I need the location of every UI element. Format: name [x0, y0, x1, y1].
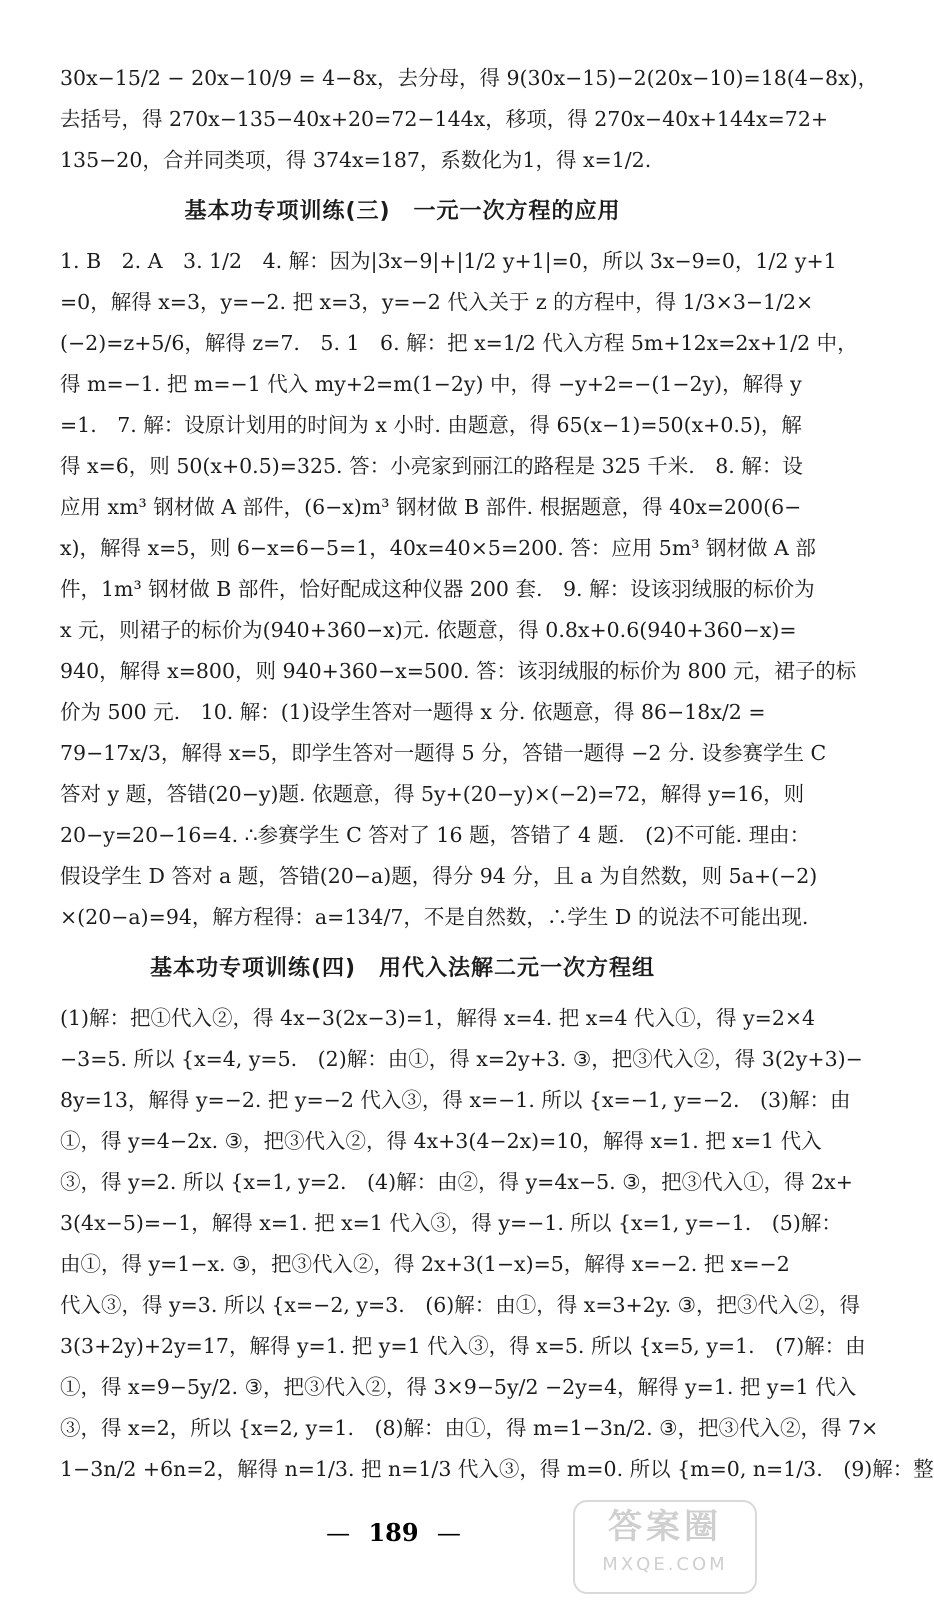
text-line: −3=5. 所以 {x=4, y=5. (2)解：由①，得 x=2y+3. ③，把③代入②，得 3(2y+3)− — [60, 1047, 863, 1071]
text-line: 79−17x/3，解得 x=5，即学生答对一题得 5 分，答错一题得 −2 分. 设参赛学生 C — [60, 741, 827, 765]
text-line: 1−3n/2 +6n=2，解得 n=1/3. 把 n=1/3 代入③，得 m=0. 所以 {m=0, n=1/3. (9)解：整 — [60, 1457, 934, 1481]
text-line: ①，得 x=9−5y/2. ③，把③代入②，得 3×9−5y/2 −2y=4，解得 y=1. 把 y=1 代入 — [60, 1375, 857, 1399]
text-line: =1. 7. 解：设原计划用的时间为 x 小时. 由题意，得 65(x−1)=50(x+0.5)，解 — [60, 413, 802, 437]
text-line: 3(3+2y)+2y=17，解得 y=1. 把 y=1 代入③，得 x=5. 所以 {x=5, y=1. (7)解：由 — [60, 1334, 866, 1358]
section-4-body — [60, 998, 934, 1490]
text-line: x 元，则裙子的标价为(940+360−x)元. 依题意，得 0.8x+0.6(940+360−x)= — [60, 618, 797, 642]
text-line: 8y=13，解得 y=−2. 把 y=−2 代入③，得 x=−1. 所以 {x=−1, y=−2. (3)解：由 — [60, 1088, 851, 1112]
section-heading-4: 基本功专项训练(四) 用代入法解二元一次方程组 — [149, 956, 656, 981]
watermark-logo — [573, 1500, 757, 1594]
text-line: 假设学生 D 答对 a 题，答错(20−a)题，得分 94 分，且 a 为自然数，则 5a+(−2) — [60, 864, 818, 888]
text-line: 3(4x−5)=−1，解得 x=1. 把 x=1 代入③，得 y=−1. 所以 {x=1, y=−1. (5)解： — [60, 1211, 842, 1235]
text-line: 135−20，合并同类项，得 374x=187，系数化为1，得 x=1/2. — [60, 148, 652, 172]
text-line: ×(20−a)=94，解方程得：a=134/7，不是自然数，∴学生 D 的说法不可能出现. — [60, 905, 809, 929]
text-line: 代入③，得 y=3. 所以 {x=−2, y=3. (6)解：由①，得 x=3+2y. ③，把③代入②，得 — [60, 1293, 861, 1317]
text-line: 20−y=20−16=4. ∴参赛学生 C 答对了 16 题，答错了 4 题. (2)不可能. 理由： — [60, 823, 811, 847]
text-line: 价为 500 元. 10. 解：(1)设学生答对一题得 x 分. 依题意，得 86−18x/2 = — [60, 700, 766, 724]
text-line: 由①，得 y=1−x. ③，把③代入②，得 2x+3(1−x)=5，解得 x=−2. 把 x=−2 — [60, 1252, 790, 1276]
text-line: x)，解得 x=5，则 6−x=6−5=1，40x=40×5=200. 答：应用 5m³ 钢材做 A 部 — [60, 536, 816, 560]
watermark-url: MXQE.COM — [602, 1554, 728, 1575]
text-line: 940，解得 x=800，则 940+360−x=500. 答：该羽绒服的标价为 800 元，裙子的标 — [60, 659, 857, 683]
section-heading-3: 基本功专项训练(三) 一元一次方程的应用 — [184, 199, 621, 224]
text-line: 1. B 2. A 3. 1/2 4. 解：因为|3x−9|+|1/2 y+1|=0，所以 3x−9=0，1/2 y+1 — [60, 249, 837, 273]
text-line: 去括号，得 270x−135−40x+20=72−144x，移项，得 270x−40x+144x=72+ — [60, 107, 829, 131]
footer-dash-left: — — [326, 1519, 351, 1547]
text-line: ③，得 x=2，所以 {x=2, y=1. (8)解：由①，得 m=1−3n/2. ③，把③代入②，得 7× — [60, 1416, 879, 1440]
page-number: 189 — [368, 1518, 419, 1547]
section-3-body — [60, 241, 858, 938]
text-line: ①，得 y=4−2x. ③，把③代入②，得 4x+3(4−2x)=10，解得 x=1. 把 x=1 代入 — [60, 1129, 822, 1153]
text-line: (1)解：把①代入②，得 4x−3(2x−3)=1，解得 x=4. 把 x=4 代入①，得 y=2×4 — [60, 1006, 816, 1030]
intro-paragraph — [60, 58, 879, 181]
text-line: ③，得 y=2. 所以 {x=1, y=2. (4)解：由②，得 y=4x−5. ③，把③代入①，得 2x+ — [60, 1170, 853, 1194]
text-line: 得 x=6，则 50(x+0.5)=325. 答：小亮家到丽江的路程是 325 千米. 8. 解：设 — [60, 454, 803, 478]
text-line: 30x−15/2 − 20x−10/9 = 4−8x，去分母，得 9(30x−15)−2(20x−10)=18(4−8x)， — [60, 66, 879, 90]
watermark-title: 答案圈 — [608, 1507, 722, 1547]
text-line: 应用 xm³ 钢材做 A 部件，(6−x)m³ 钢材做 B 部件. 根据题意，得 40x=200(6− — [60, 495, 802, 519]
footer-dash-right: — — [436, 1519, 461, 1547]
text-line: (−2)=z+5/6，解得 z=7. 5. 1 6. 解：把 x=1/2 代入方程 5m+12x=2x+1/2 中， — [60, 331, 858, 355]
text-line: 答对 y 题，答错(20−y)题. 依题意，得 5y+(20−y)×(−2)=72，解得 y=16，则 — [60, 782, 805, 806]
text-line: 得 m=−1. 把 m=−1 代入 my+2=m(1−2y) 中，得 −y+2=−(1−2y)，解得 y — [60, 372, 802, 396]
text-line: 件，1m³ 钢材做 B 部件，恰好配成这种仪器 200 套. 9. 解：设该羽绒服的标价为 — [60, 577, 815, 601]
text-line: =0，解得 x=3，y=−2. 把 x=3，y=−2 代入关于 z 的方程中，得 1/3×3−1/2× — [60, 290, 814, 314]
